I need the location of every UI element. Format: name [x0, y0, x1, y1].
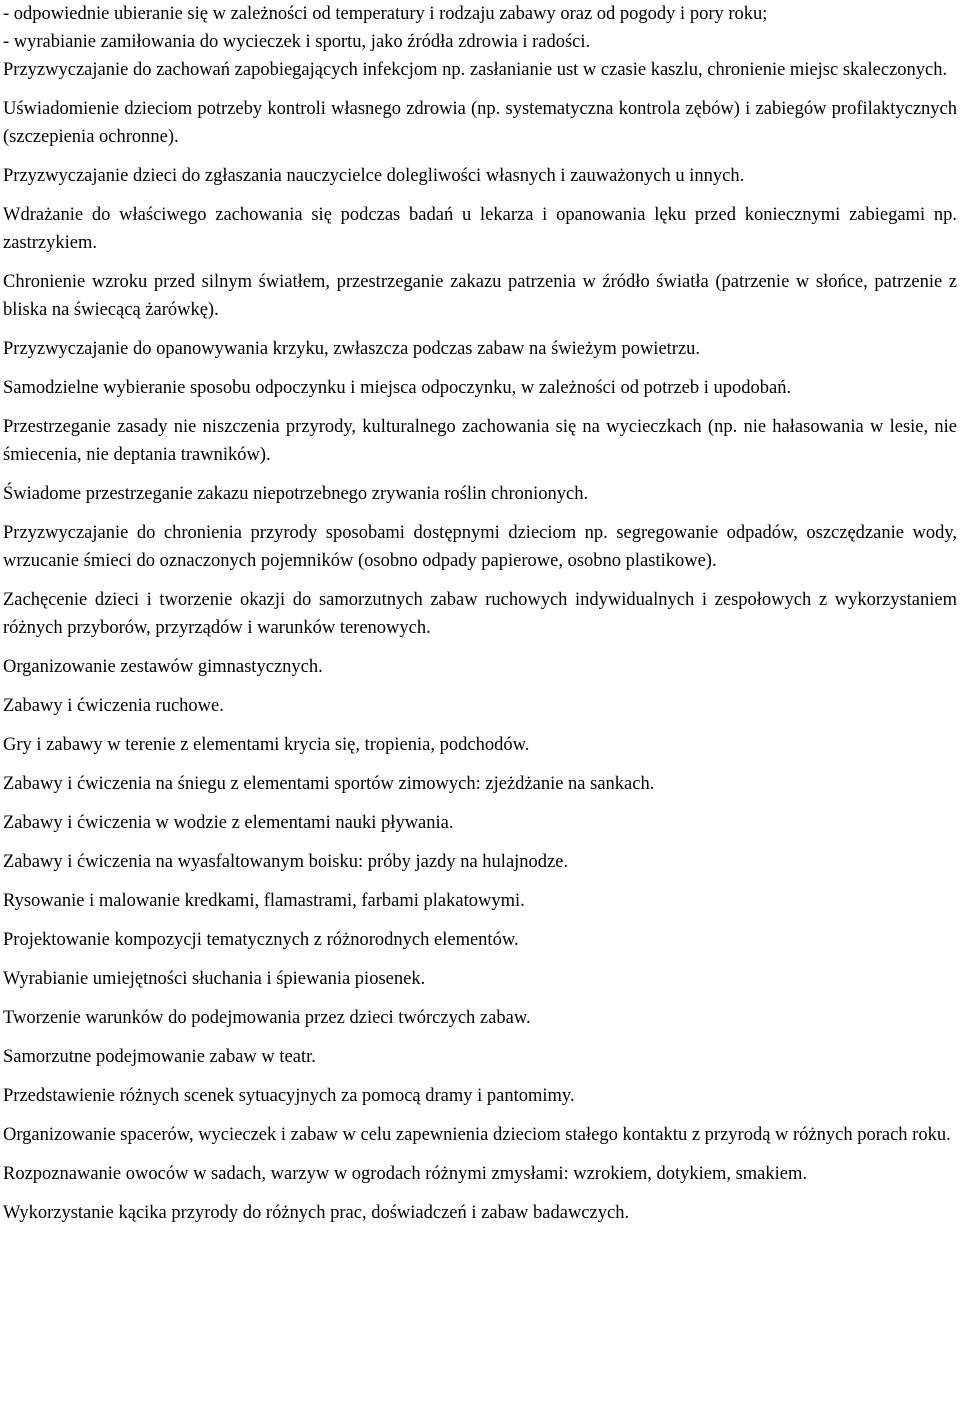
paragraph-snow-games: Zabawy i ćwiczenia na śniegu z elementami sportów zimowych: zjeżdżanie na sankach. — [3, 774, 655, 794]
paragraph-protected-plants: Świadome przestrzeganie zakazu niepotrzebnego zrywania roślin chronionych. — [3, 484, 589, 504]
paragraph-walks-trips: Organizowanie spacerów, wycieczek i zabaw w celu zapewnienia dzieciom stałego kontaktu z przyrodą w różnych porach roku. — [3, 1125, 951, 1145]
paragraph-nature-protection: Przyzwyczajanie do chronienia przyrody sposobami dostępnymi dzieciom np. segregowanie odpadów, oszczędzanie wody, wrzucanie śmieci do oznaczonych pojemników (osobno odpady papierowe, osobno plastikowe). — [3, 523, 957, 571]
paragraph-theatre-play: Samorzutne podejmowanie zabaw w teatr. — [3, 1047, 316, 1067]
paragraph-gymnastics: Organizowanie zestawów gimnastycznych. — [3, 657, 323, 677]
paragraph-nature-corner: Wykorzystanie kącika przyrody do różnych prac, doświadczeń i zabaw badawczych. — [3, 1203, 630, 1223]
paragraph-trips-and-sport: - wyrabianie zamiłowania do wycieczek i sportu, jako źródła zdrowia i radości. — [3, 32, 591, 52]
paragraph-singing: Wyrabianie umiejętności słuchania i śpiewania piosenek. — [3, 969, 426, 989]
paragraph-infection-prevention: Przyzwyczajanie do zachowań zapobiegających infekcjom np. zasłanianie ust w czasie kaszlu, chronienie miejsc skaleczonych. — [3, 60, 948, 80]
paragraph-rest-choice: Samodzielne wybieranie sposobu odpoczynku i miejsca odpoczynku, w zależności od potrzeb i upodobań. — [3, 378, 792, 398]
paragraph-asphalt-games: Zabawy i ćwiczenia na wyasfaltowanym boisku: próby jazdy na hulajnodze. — [3, 852, 569, 872]
paragraph-drama-pantomime: Przedstawienie różnych scenek sytuacyjnych za pomocą dramy i pantomimy. — [3, 1086, 575, 1106]
paragraph-dress-appropriately: - odpowiednie ubieranie się w zależności od temperatury i rodzaju zabawy oraz od pogody i pory roku; — [3, 4, 768, 24]
paragraph-creative-play: Tworzenie warunków do podejmowania przez dzieci twórczych zabaw. — [3, 1008, 531, 1028]
paragraph-field-games: Gry i zabawy w terenie z elementami krycia się, tropienia, podchodów. — [3, 735, 530, 755]
paragraph-composition-design: Projektowanie kompozycji tematycznych z różnorodnych elementów. — [3, 930, 519, 950]
paragraph-doctor-behaviour: Wdrażanie do właściwego zachowania się podczas badań u lekarza i opanowania lęku przed koniecznymi zabiegami np. zastrzykiem. — [3, 205, 957, 253]
paragraph-drawing-painting: Rysowanie i malowanie kredkami, flamastrami, farbami plakatowymi. — [3, 891, 525, 911]
paragraph-health-control: Uświadomienie dzieciom potrzeby kontroli własnego zdrowia (np. systematyczna kontrola zębów) i zabiegów profilaktycznych (szczepienia ochronne). — [3, 99, 957, 147]
paragraph-movement-games: Zachęcenie dzieci i tworzenie okazji do samorzutnych zabaw ruchowych indywidualnych i zespołowych z wykorzystaniem różnych przyborów, przyrządów i warunków terenowych. — [3, 590, 957, 638]
paragraph-water-games: Zabawy i ćwiczenia w wodzie z elementami nauki pływania. — [3, 813, 454, 833]
paragraph-shouting-control: Przyzwyczajanie do opanowywania krzyku, zwłaszcza podczas zabaw na świeżym powietrzu. — [3, 339, 701, 359]
paragraph-fruit-vegetables: Rozpoznawanie owoców w sadach, warzyw w ogrodach różnymi zmysłami: wzrokiem, dotykiem, smakiem. — [3, 1164, 808, 1184]
paragraph-nature-respect: Przestrzeganie zasady nie niszczenia przyrody, kulturalnego zachowania się na wycieczkach (np. nie hałasowania w lesie, nie śmiecenia, nie deptania trawników). — [3, 417, 957, 465]
paragraph-eye-protection: Chronienie wzroku przed silnym światłem, przestrzeganie zakazu patrzenia w źródło światła (patrzenie w słońce, patrzenie z bliska na świecącą żarówkę). — [3, 272, 957, 320]
paragraph-motion-exercises: Zabawy i ćwiczenia ruchowe. — [3, 696, 224, 716]
paragraph-reporting-ailments: Przyzwyczajanie dzieci do zgłaszania nauczycielce dolegliwości własnych i zauważonych u innych. — [3, 166, 745, 186]
